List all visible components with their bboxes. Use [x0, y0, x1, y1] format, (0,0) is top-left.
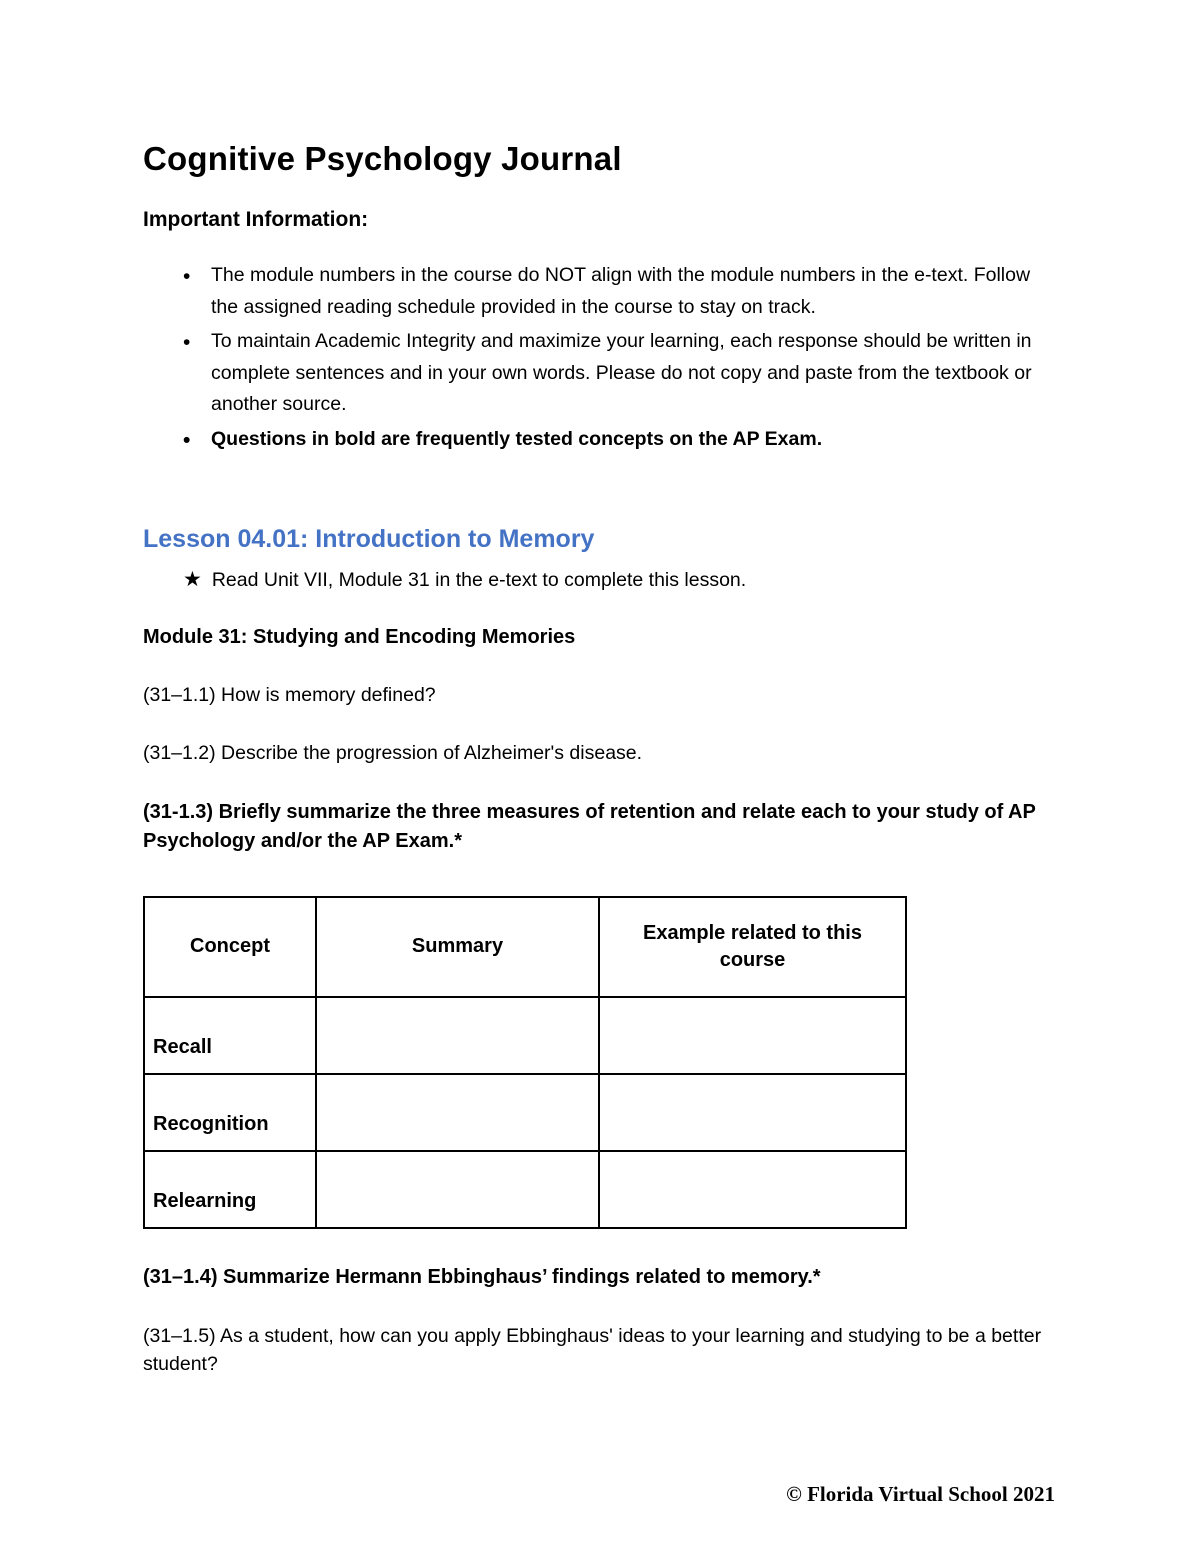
table-row-recognition — [144, 1074, 906, 1151]
relearning-summary-cell — [316, 1151, 599, 1228]
row-label-recall: Recall — [144, 997, 316, 1074]
relearning-example-cell — [599, 1151, 906, 1228]
table-row-relearning — [144, 1151, 906, 1228]
recall-example-cell — [599, 997, 906, 1074]
question-31-1-4: (31–1.4) Summarize Hermann Ebbinghaus’ findings related to memory.* — [143, 1265, 821, 1288]
question-31-1-3: (31-1.3) Briefly summarize the three measures of retention and relate each to your study of AP Psychology and/or the AP Exam.* — [143, 800, 1036, 852]
table-header-row — [144, 897, 906, 997]
row-label-recognition: Recognition — [144, 1074, 316, 1151]
question-31-1-5: (31–1.5) As a student, how can you apply Ebbinghaus' ideas to your learning and studying to be a better student? — [143, 1324, 1042, 1375]
recognition-example-cell — [599, 1074, 906, 1151]
info-bullet-module-numbers: • The module numbers in the course do NOT align with the module numbers in the e-text. Follow the assigned reading schedule provided in the course to stay on track. — [181, 260, 1055, 323]
star-icon: ★ — [183, 568, 202, 592]
star-note-text: Read Unit VII, Module 31 in the e-text to complete this lesson. — [211, 569, 747, 592]
table-header-summary: Summary — [316, 897, 599, 997]
table-row-recall — [144, 997, 906, 1074]
star-note-line — [183, 564, 1055, 596]
recognition-summary-cell — [316, 1074, 599, 1151]
question-31-1-1: (31–1.1) How is memory defined? — [143, 683, 436, 706]
retention-table — [143, 896, 907, 1229]
important-info-heading: Important Information: — [143, 208, 369, 231]
table-header-concept: Concept — [144, 897, 316, 997]
module-heading: Module 31: Studying and Encoding Memories — [143, 625, 576, 648]
info-bullet-bold-questions: • Questions in bold are frequently tested concepts on the AP Exam. — [181, 424, 1055, 456]
row-label-relearning: Relearning — [144, 1151, 316, 1228]
lesson-heading: Lesson 04.01: Introduction to Memory — [143, 525, 595, 554]
page-title: Cognitive Psychology Journal — [143, 140, 622, 177]
question-31-1-2: (31–1.2) Describe the progression of Alzheimer's disease. — [143, 742, 643, 765]
table-header-example: Example related to this course — [599, 897, 906, 997]
important-info-list — [181, 260, 1055, 455]
footer-copyright: © Florida Virtual School 2021 — [786, 1482, 1055, 1506]
info-bullet-academic-integrity: • To maintain Academic Integrity and maximize your learning, each response should be written in complete sentences and in your own words. Please do not copy and paste from the textbook or another source. — [181, 326, 1055, 421]
recall-summary-cell — [316, 997, 599, 1074]
